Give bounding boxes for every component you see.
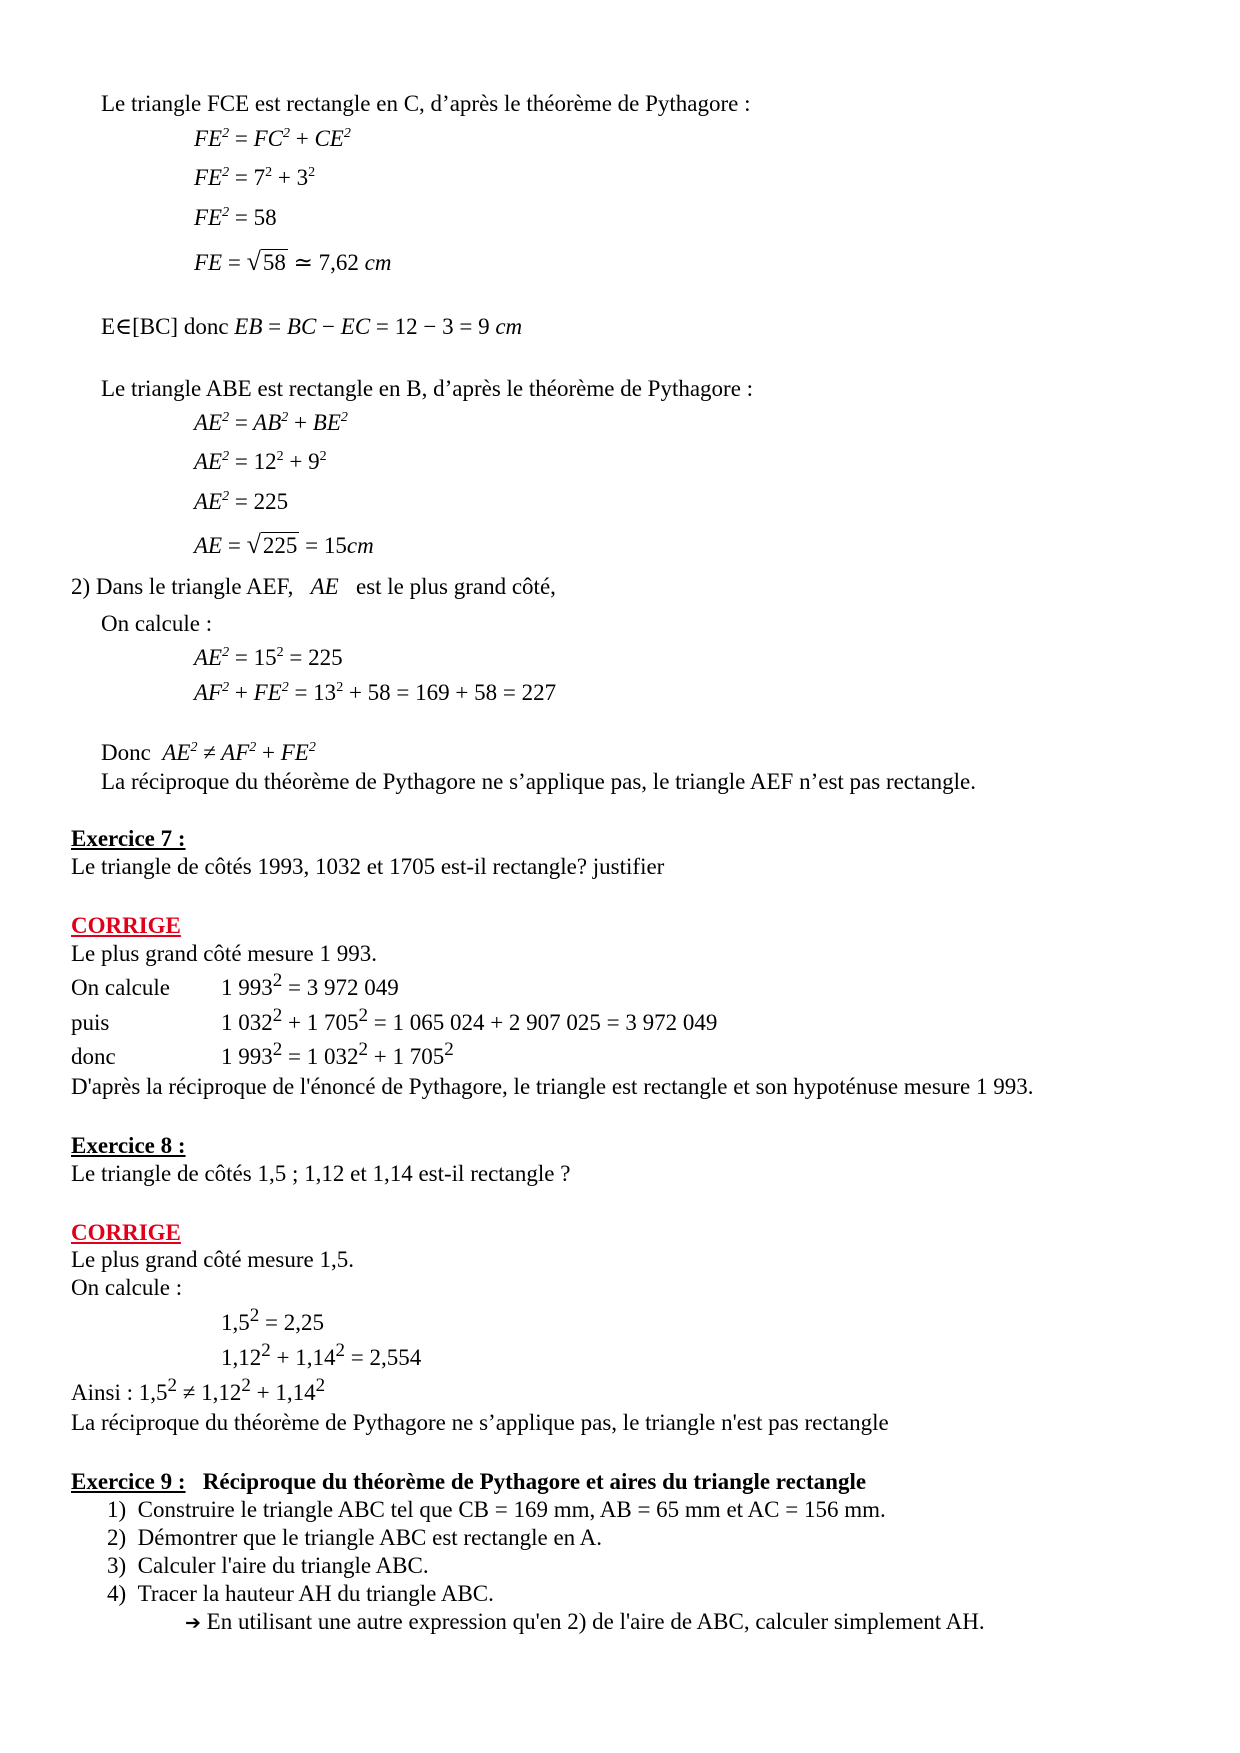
fce-intro: Le triangle FCE est rectangle en C, d’après le théorème de Pythagore :	[101, 91, 751, 116]
formula-fce-3: $FE^2 = 58$	[194, 205, 277, 230]
exercise-8-corrige: CORRIGE	[71, 1220, 181, 1245]
exercise-9-item-2: 2) Démontrer que le triangle ABC est rectangle en A.	[107, 1525, 602, 1550]
exercise-8-question: Le triangle de côtés 1,5 ; 1,12 et 1,14 est-il rectangle ?	[71, 1161, 571, 1186]
part2-conclusion: La réciproque du théorème de Pythagore ne s’applique pas, le triangle AEF n’est pas rectangle.	[101, 769, 976, 794]
exercise-7-calc-1: 1 $993^2 = 3$ 972 049	[221, 970, 399, 1000]
exercise-8-conclusion: La réciproque du théorème de Pythagore ne s’applique pas, le triangle n'est pas rectangle	[71, 1410, 889, 1435]
formula-part2-2: $AF^2 + FE^2 = 13^2 + 58 = 169 + 58 = 227$	[194, 680, 557, 705]
exercise-8-title: Exercice 8 :	[71, 1133, 186, 1158]
formula-fce-2: $FE^2 = 7^2 + 3^2$	[194, 165, 316, 190]
exercise-7-calc-2: 1 $032^2 + 1$ $705^2 = 1$ 065 024 + 2 907 025 = 3 972 049	[221, 1005, 718, 1035]
exercise-9-heading: Exercice 9 : Réciproque du théorème de Pythagore et aires du triangle rectangle	[71, 1469, 867, 1494]
exercise-7-calc-3: 1 $993^2 = 1$ $032^2 + 1$ $705^2$	[221, 1039, 454, 1069]
exercise-8-ainsi: Ainsi : $1,5^2 \ne 1,12^2 + 1,14^2$	[71, 1375, 326, 1405]
exercise-7-conclusion: D'après la réciproque de l'énoncé de Pythagore, le triangle est rectangle et son hypoténuse mesure 1 993.	[71, 1074, 1034, 1099]
exercise-8-calc-2: $1,12^2 + 1,14^2 = 2,554$	[221, 1340, 422, 1370]
formula-abe-1: $AE^2 = AB^2 + BE^2$	[194, 410, 348, 435]
abe-intro: Le triangle ABE est rectangle en B, d’après le théorème de Pythagore :	[101, 376, 754, 401]
part2-on-calcule: On calcule :	[101, 611, 213, 636]
exercise-7-label-3: donc	[71, 1044, 116, 1069]
exercise-7-label-2: puis	[71, 1010, 110, 1035]
formula-part2-1: $AE^2 = 15^2 = 225$	[194, 645, 343, 670]
formula-abe-3: $AE^2 = 225$	[194, 489, 289, 514]
formula-fce-1: $FE^2 = FC^2 + CE^2$	[194, 126, 351, 151]
exercise-7-corrige: CORRIGE	[71, 913, 181, 938]
arrow-right-icon: ➔	[185, 1612, 201, 1634]
exercise-9-item-4: 4) Tracer la hauteur AH du triangle ABC.	[107, 1581, 494, 1606]
part2-donc: Donc $AE^2 \ne AF^2 + FE^2$	[101, 740, 316, 765]
part2-question: 2) Dans le triangle AEF, AE est le plus grand côté,	[71, 574, 556, 599]
exercise-9-item-1: 1) Construire le triangle ABC tel que CB = 169 mm, AB = 65 mm et AC = 156 mm.	[107, 1497, 886, 1522]
exercise-7-longest: Le plus grand côté mesure 1 993.	[71, 941, 377, 966]
exercise-7-title: Exercice 7 :	[71, 826, 186, 851]
exercise-8-on-calcule: On calcule :	[71, 1275, 183, 1300]
exercise-7-question: Le triangle de côtés 1993, 1032 et 1705 est-il rectangle? justifier	[71, 854, 665, 879]
eb-line: E∈[BC] donc EB = BC − EC = 12 − 3 = 9 cm	[101, 314, 523, 339]
formula-abe-2: $AE^2 = 12^2 + 9^2$	[194, 449, 327, 474]
exercise-8-calc-1: $1,5^2 = 2,25$	[221, 1305, 324, 1335]
exercise-8-longest: Le plus grand côté mesure 1,5.	[71, 1247, 354, 1272]
formula-abe-4: AE = √225 = 15cm	[194, 530, 374, 559]
exercise-9-arrow-line: ➔ En utilisant une autre expression qu'en 2) de l'aire de ABC, calculer simplement AH.	[185, 1609, 985, 1634]
exercise-9-item-3: 3) Calculer l'aire du triangle ABC.	[107, 1553, 429, 1578]
formula-fce-4: FE = √58 ≃ 7,62 cm	[194, 247, 392, 276]
exercise-7-label-1: On calcule	[71, 975, 170, 1000]
